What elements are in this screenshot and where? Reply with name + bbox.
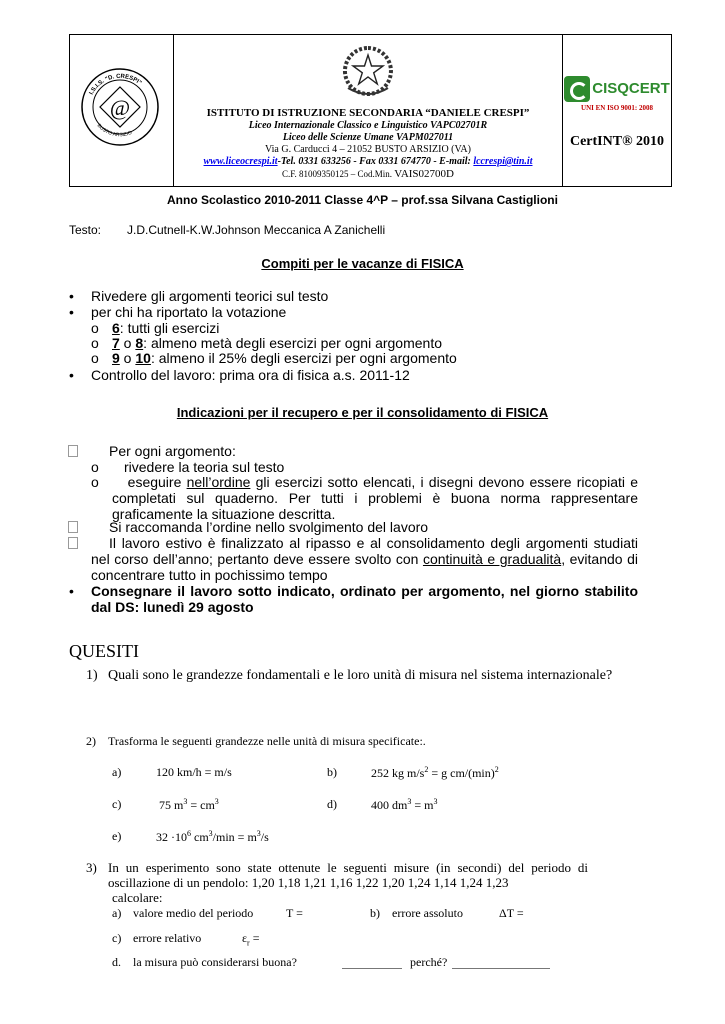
- cisqcert-mark-icon: [564, 76, 590, 102]
- q3d-text: la misura può considerarsi buona?: [133, 955, 297, 969]
- school-year-line: Anno Scolastico 2010-2011 Classe 4^P – prof.ssa Silvana Castiglioni: [167, 193, 558, 207]
- school-codmin: VAIS02700D: [394, 168, 454, 180]
- bullet-dot: •: [69, 288, 74, 304]
- q2a-text: 120 km/h = m/s: [156, 765, 232, 779]
- q2d-text: 400 $dm^3 = m^3$: [371, 797, 438, 812]
- q3c-eq: $\varepsilon_r$ =: [242, 931, 260, 948]
- checkbox-glyph-icon: [68, 521, 78, 533]
- school-seal-logo: [70, 35, 173, 181]
- testo-value: J.D.Cutnell-K.W.Johnson Meccanica A Zanichelli: [127, 223, 386, 237]
- svg-text:BUSTO ARSIZIO: [96, 123, 133, 138]
- school-cf: C.F. 81009350125 – Cod.Min.: [282, 169, 395, 179]
- bullet-dot: •: [69, 367, 74, 383]
- seal-cell: [70, 35, 174, 187]
- compiti-sub-item: 7 o 8: almeno metà degli esercizi per ogni argomento: [112, 335, 442, 351]
- answer-blank: [342, 968, 402, 969]
- testo-label: Testo:: [69, 223, 102, 237]
- compiti-item: per chi ha riportato la votazione: [91, 304, 287, 320]
- seal-text: I.S.I.S. "D. CRESPI": [88, 73, 143, 96]
- q3b-label: b): [370, 906, 380, 920]
- checkbox-glyph-icon: [68, 445, 78, 457]
- sub-bullet: o: [91, 474, 99, 490]
- school-info-cell: [174, 35, 563, 187]
- checkbox-glyph-icon: [68, 537, 78, 549]
- bullet-dot: •: [69, 304, 74, 320]
- q3c-text: errore relativo: [133, 931, 202, 945]
- q3b-eq: ΔT =: [499, 906, 524, 920]
- school-contacts: -Tel. 0331 633256 - Fax 0331 674770 - E-mail:: [277, 156, 474, 167]
- q2d-label: d): [327, 797, 337, 811]
- compiti-title: Compiti per le vacanze di FISICA: [261, 256, 464, 271]
- school-address: Via G. Carducci 4 – 21052 BUSTO ARSIZIO (VA): [265, 144, 471, 155]
- q3-calcolare: calcolare:: [112, 890, 163, 905]
- q3-number: 3): [86, 860, 97, 875]
- compiti-item: Controllo del lavoro: prima ora di fisica a.s. 2011-12: [91, 367, 410, 383]
- consegna-item: Consegnare il lavoro sotto indicato, ordinato per argomento, nel giorno stabilito dal DS: lunedì 29 agosto: [91, 583, 638, 615]
- q2-text: Trasforma le seguenti grandezze nelle unità di misura specificate:.: [108, 734, 426, 748]
- email-link[interactable]: lccrespi@tin.it: [473, 156, 533, 167]
- sub-bullet: o: [91, 459, 99, 475]
- indicazioni-item: Il lavoro estivo è finalizzato al ripasso e al consolidamento degli argomenti studiati nel corso dell’anno; pertanto deve essere svolto con continuità e gradualità, evitando di concentrare tutto in pochissimo tempo: [91, 535, 638, 583]
- q1-text: Quali sono le grandezze fondamentali e le loro unità di misura nel sistema internazionale?: [108, 668, 613, 683]
- republic-emblem-icon: [338, 42, 398, 100]
- q2a-label: a): [112, 765, 122, 779]
- cisqcert-logo: [563, 76, 671, 102]
- compiti-item: Rivedere gli argomenti teorici sul testo: [91, 288, 329, 304]
- sub-bullet: o: [91, 350, 99, 366]
- quesiti-title: QUESITI: [69, 641, 139, 661]
- cert-int: CertINT® 2010: [569, 133, 665, 149]
- q3c-label: c): [112, 931, 122, 945]
- school-line1: Liceo Internazionale Classico e Linguistico VAPC02701R: [248, 120, 488, 131]
- website-link[interactable]: www.liceocrespi.it: [203, 156, 278, 167]
- cert-iso: UNI EN ISO 9001: 2008: [581, 103, 653, 112]
- q2e-label: e): [112, 829, 122, 843]
- bullet-dot: •: [69, 583, 74, 599]
- indicazioni-sub-item: eseguire nell’ordine gli esercizi sotto elencati, i disegni devono essere ricopiati e completati sul quaderno. Per tutti i problemi è buona norma rappresentare graficamente la situazione descritta.: [112, 474, 638, 522]
- cert-brand: CISQCERT: [592, 80, 670, 97]
- q2b-label: b): [327, 765, 337, 779]
- sub-bullet: o: [91, 335, 99, 351]
- indicazioni-item: Per ogni argomento:: [109, 443, 236, 459]
- compiti-sub-item: 9 o 10: almeno il 25% degli esercizi per ogni argomento: [112, 350, 457, 366]
- q3a-eq: T =: [286, 906, 303, 920]
- answer-blank: [452, 968, 550, 969]
- header-table: [69, 34, 672, 187]
- q2e-text: $32 \cdot 10^6$ $cm^3/\min = m^3/s$: [156, 829, 269, 844]
- indicazioni-item: Si raccomanda l’ordine nello svolgimento del lavoro: [109, 519, 429, 535]
- cert-cell: [563, 35, 672, 187]
- q3-text: In un esperimento sono state ottenute le seguenti misure (in secondi) del periodo di oscillazione di un pendolo: 1,20 1,18 1,21 1,16 1,22 1,20 1,24 1,14 1,24 1,23: [108, 860, 588, 890]
- q3a-label: a): [112, 906, 122, 920]
- indicazioni-sub-item: rivedere la teoria sul testo: [124, 459, 285, 475]
- q2c-label: c): [112, 797, 122, 811]
- q2c-text: 75 $m^3 = cm^3$: [159, 797, 219, 812]
- seal-bottom-text: BUSTO ARSIZIO: [95, 122, 133, 139]
- q2b-text: 252 kg $m/s^2 = g$ $cm/(\min)^2$: [371, 765, 499, 780]
- q3d-perche: perché?: [410, 955, 448, 969]
- school-name: ISTITUTO DI ISTRUZIONE SECONDARIA “DANIELE CRESPI”: [206, 107, 530, 119]
- compiti-sub-item: 6: tutti gli esercizi: [112, 320, 220, 336]
- sub-bullet: o: [91, 320, 99, 336]
- q3d-label: d.: [112, 955, 121, 969]
- q2-number: 2): [86, 734, 96, 748]
- school-line2: Liceo delle Scienze Umane VAPM027011: [282, 132, 454, 143]
- indicazioni-title: Indicazioni per il recupero e per il consolidamento di FISICA: [176, 405, 549, 420]
- svg-text:@: @: [109, 95, 131, 120]
- q3b-text: errore assoluto: [392, 906, 463, 920]
- q1-number: 1): [86, 668, 98, 683]
- q3a-text: valore medio del periodo: [133, 906, 254, 920]
